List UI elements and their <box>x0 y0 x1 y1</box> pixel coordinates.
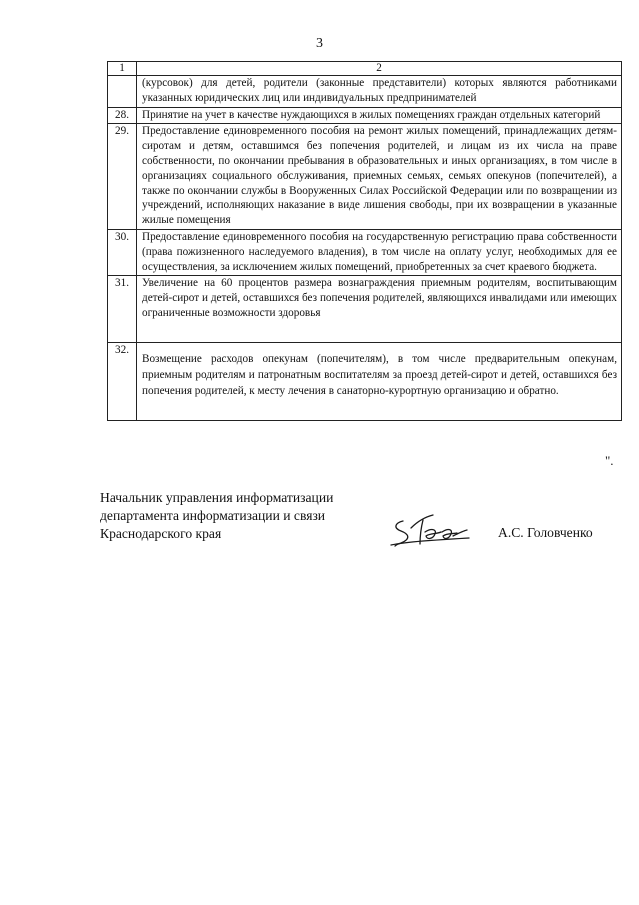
row-text: Возмещение расходов опекунам (попечителям), в том числе предварительным опекунам, приемным родителям и патронатным воспитателям за проезд детей-сирот и детей, оставшихся без попечения родителей, к месту лечения в санаторно-курортную организацию и обратно. <box>137 343 622 421</box>
signature-title <box>100 489 333 543</box>
row-text: Предоставление единовременного пособия на государственную регистрацию права собственности (права пожизненного наследуемого владения), в том числе на оплату услуг, необходимых для ее осуществления, за исключением жилых помещений, приобретенных за счет краевого бюджета. <box>137 229 622 275</box>
table-row <box>108 124 622 230</box>
signature-title-line: Начальник управления информатизации <box>100 490 334 505</box>
row-text: (курсовок) для детей, родители (законные представители) которых являются работниками указанных юридических лиц или индивидуальных предпринимателей <box>137 76 622 108</box>
signer-name: А.С. Головченко <box>498 525 593 540</box>
row-number: 31. <box>108 276 137 343</box>
page-number: 3 <box>316 36 323 51</box>
handwritten-signature <box>387 512 473 552</box>
signature-title-line: Краснодарского края <box>100 526 222 541</box>
row-text: Увеличение на 60 процентов размера вознаграждения приемным родителям, воспитывающим детей-сирот и детей, оставшихся без попечения родителей, являющихся инвалидами или имеющих ограниченные возможности здоровья <box>137 276 622 343</box>
row-text: Предоставление единовременного пособия на ремонт жилых помещений, принадлежащих детям-сиротам и детям, оставшимся без попечения родителей, и лицам из их числа на праве собственности, по окончании пребывания в образовательных и иных организациях, в том числе в организациях социального обслуживания, приемных семьях, семьях опекунов (попечителей), а также по окончании службы в Вооруженных Силах Российской Федерации или по возвращении из учреждений, исполняющих наказание в виде лишения свободы, при их возвращении в указанные жилые помещения <box>137 124 622 230</box>
row-number: 30. <box>108 229 137 275</box>
signature-title-line: департамента информатизации и связи <box>100 508 326 523</box>
table-row <box>108 229 622 275</box>
table-header-col2: 2 <box>137 62 622 76</box>
table-header-row <box>108 62 622 76</box>
table-row <box>108 276 622 343</box>
row-number <box>108 76 137 108</box>
closing-quote: ". <box>605 453 614 468</box>
table-row <box>108 107 622 124</box>
table-row <box>108 343 622 421</box>
table-header-col1: 1 <box>108 62 137 76</box>
row-number: 28. <box>108 107 137 124</box>
table-row <box>108 76 622 108</box>
row-number: 32. <box>108 343 137 421</box>
row-number: 29. <box>108 124 137 230</box>
services-table <box>107 61 622 421</box>
row-text: Принятие на учет в качестве нуждающихся в жилых помещениях граждан отдельных категорий <box>137 107 622 124</box>
